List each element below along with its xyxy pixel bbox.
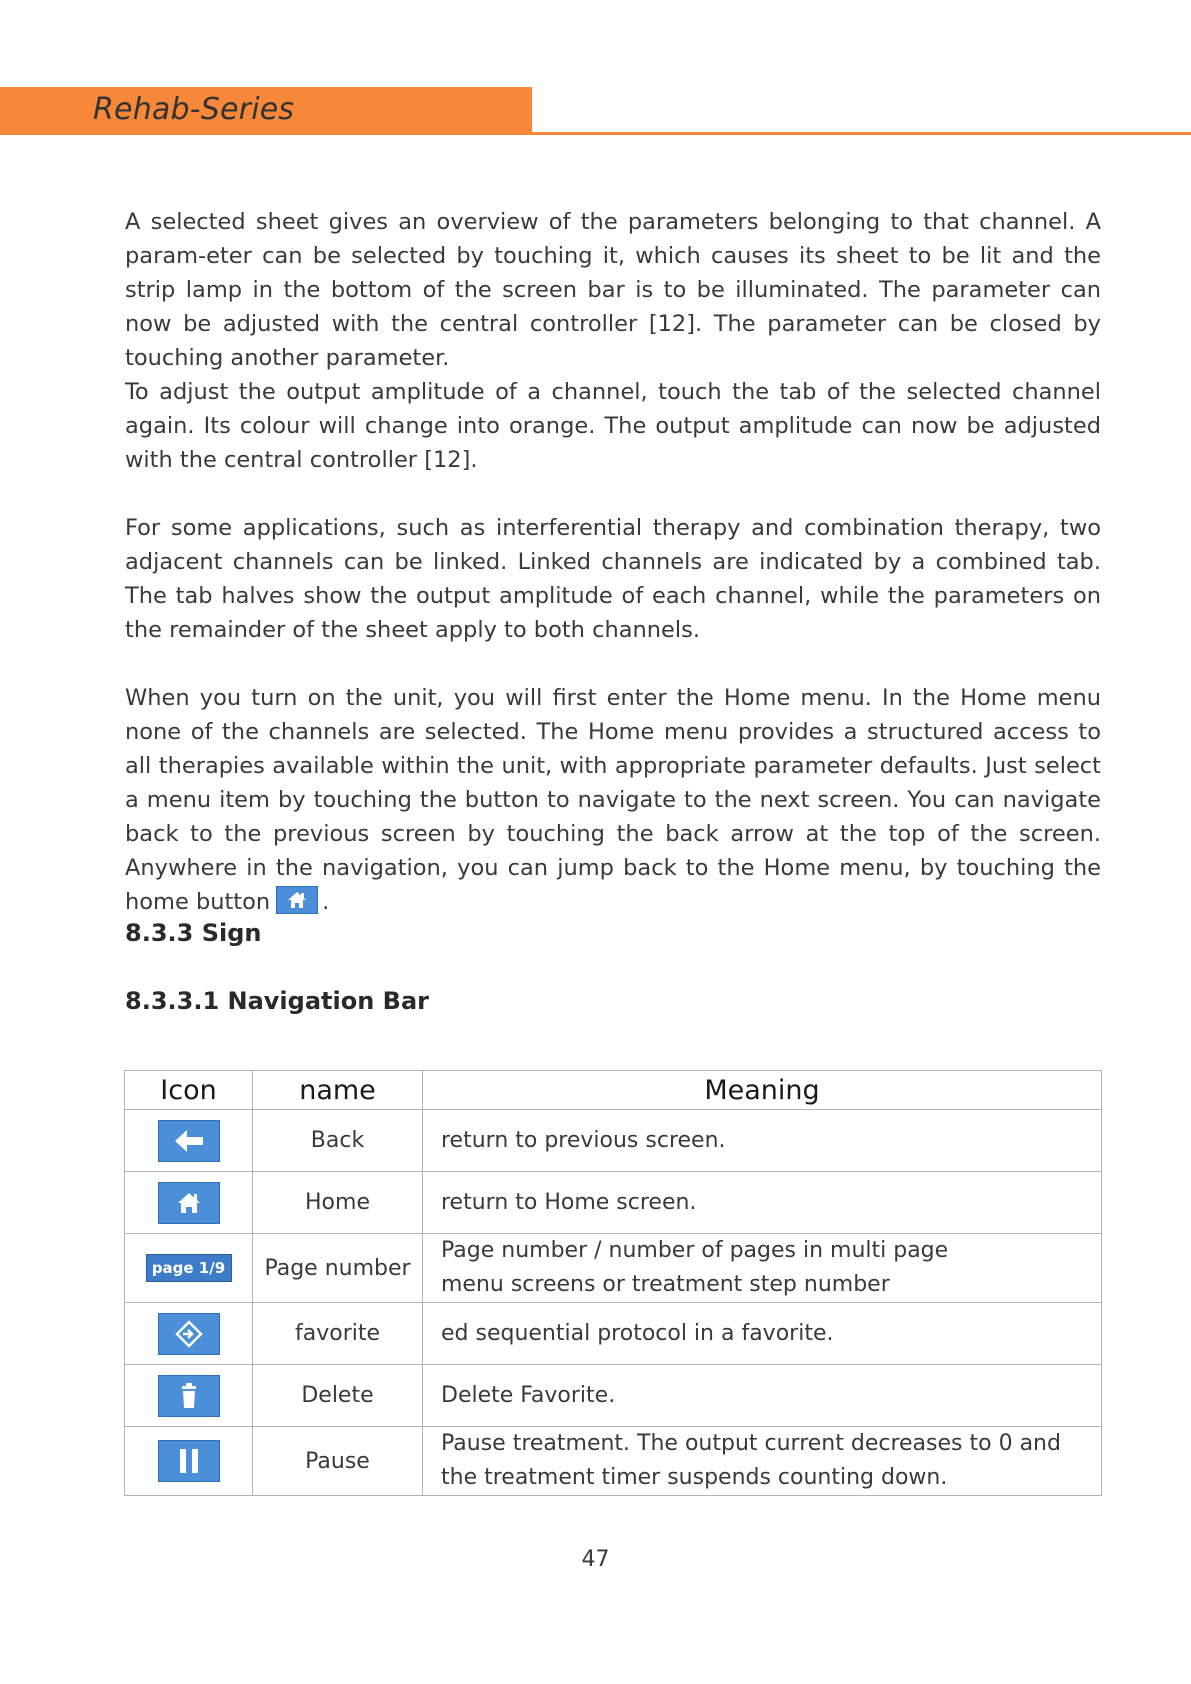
meaning-cell: [423, 1427, 1102, 1496]
meaning-line: menu screens or treatment step number: [441, 1272, 890, 1297]
column-header-icon: Icon: [125, 1071, 253, 1110]
paragraph-home-menu: [125, 681, 1101, 919]
pause-icon: [158, 1440, 220, 1482]
icon-cell: [125, 1172, 253, 1234]
section-heading: 8.3.3 Sign: [125, 919, 262, 947]
meaning-line: Page number / number of pages in multi page: [441, 1238, 949, 1263]
navigation-bar-table: [124, 1070, 1102, 1496]
name-cell: Delete: [253, 1365, 423, 1427]
table-header-row: [125, 1071, 1102, 1110]
page-indicator-icon: page 1/9: [146, 1254, 232, 1282]
meaning-cell: [423, 1234, 1102, 1303]
meaning-cell: [423, 1172, 1102, 1234]
meaning-line: Pause treatment. The output current decreases to 0 and: [441, 1431, 1061, 1456]
paragraph-linked-channels: For some applications, such as interferential therapy and combination therapy, two adjacent channels can be linked. Linked channels are indicated by a combined tab. The tab halves show the output amplitude of each channel, while the parameters on the remainder of the sheet apply to both channels.: [125, 515, 1101, 643]
header-rule: [532, 132, 1191, 135]
back-arrow-icon: [158, 1120, 220, 1162]
paragraph-home-menu-text: When you turn on the unit, you will first enter the Home menu. In the Home menu none of the channels are selected. The Home menu provides a structured access to all therapies available within the unit, with appropriate parameter defaults. Just select a menu item by touching the button to navigate to the next screen. You can navigate back to the previous screen by touching the back arrow at the top of the screen. Anywhere in the navigation, you can jump back to the Home menu, by touching the home button: [125, 685, 1101, 915]
column-header-name: name: [253, 1071, 423, 1110]
icon-cell: [125, 1110, 253, 1172]
icon-cell: [125, 1234, 253, 1303]
meaning-line: return to Home screen.: [441, 1189, 697, 1215]
paragraph-home-menu-end: .: [322, 889, 330, 915]
table-row: [125, 1427, 1102, 1496]
name-cell: Page number: [253, 1234, 423, 1303]
meaning-cell: [423, 1365, 1102, 1427]
name-cell: Home: [253, 1172, 423, 1234]
table-row: [125, 1172, 1102, 1234]
paragraph-parameter-selection: A selected sheet gives an overview of the parameters belonging to that channel. A param-eter can be selected by touching it, which causes its sheet to be lit and the strip lamp in the bottom of the screen bar is to be illuminated. The parameter can now be adjusted with the central controller [12]. The parameter can be closed by touching another parameter.: [125, 209, 1101, 371]
header-title: Rehab-Series: [93, 92, 295, 127]
trash-icon: [158, 1375, 220, 1417]
meaning-line: the treatment timer suspends counting down.: [441, 1465, 948, 1490]
table-row: [125, 1234, 1102, 1303]
favorite-icon: [158, 1313, 220, 1355]
table-row: [125, 1303, 1102, 1365]
name-cell: Back: [253, 1110, 423, 1172]
page-number: 47: [581, 1547, 610, 1572]
icon-cell: [125, 1365, 253, 1427]
meaning-line: ed sequential protocol in a favorite.: [441, 1320, 834, 1346]
icon-cell: [125, 1427, 253, 1496]
subsection-heading: 8.3.3.1 Navigation Bar: [125, 987, 429, 1015]
icon-cell: [125, 1303, 253, 1365]
name-cell: Pause: [253, 1427, 423, 1496]
meaning-line: return to previous screen.: [441, 1127, 726, 1153]
table-row: [125, 1110, 1102, 1172]
home-icon: [276, 886, 318, 914]
paragraph-output-amplitude: To adjust the output amplitude of a channel, touch the tab of the selected channel again. Its colour will change into orange. The output amplitude can now be adjusted with the central controller [12].: [125, 379, 1101, 473]
meaning-cell: [423, 1110, 1102, 1172]
name-cell: favorite: [253, 1303, 423, 1365]
column-header-meaning: Meaning: [423, 1071, 1102, 1110]
meaning-line: Delete Favorite.: [441, 1382, 616, 1408]
home-icon: [158, 1182, 220, 1224]
meaning-cell: [423, 1303, 1102, 1365]
table-row: [125, 1365, 1102, 1427]
